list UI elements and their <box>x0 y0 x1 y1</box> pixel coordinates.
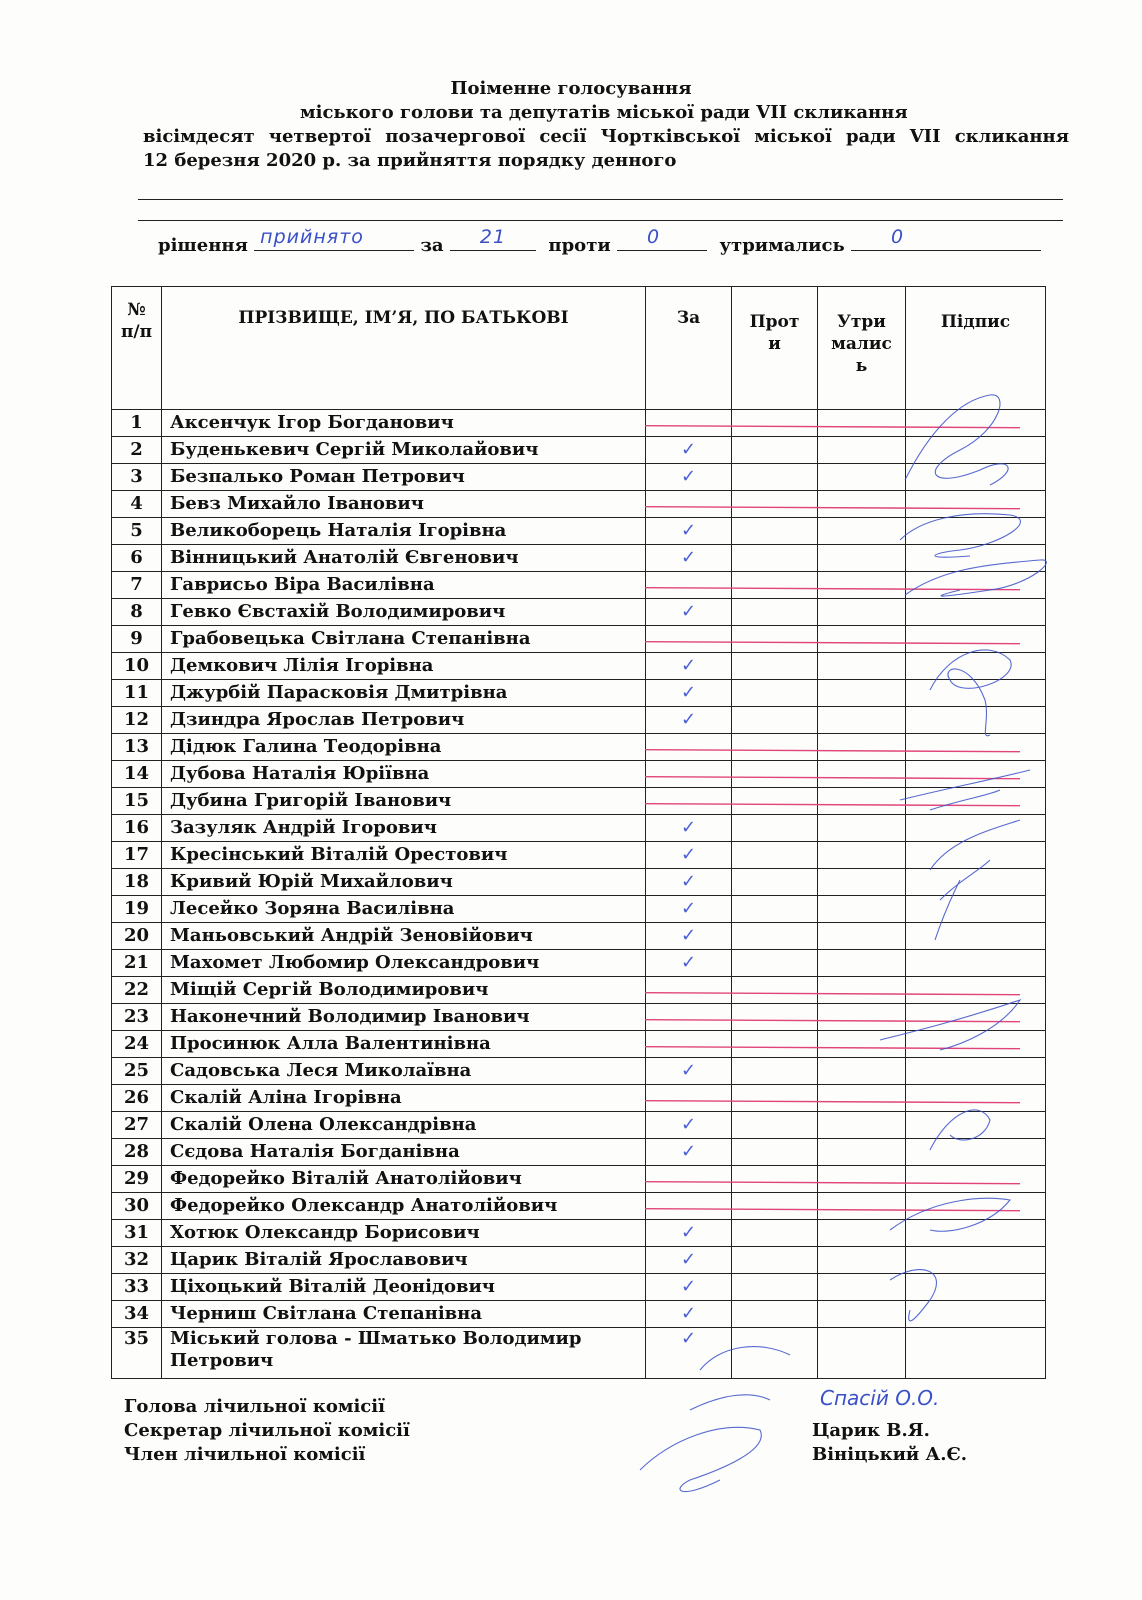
vote-against-cell <box>732 1220 818 1247</box>
table-row <box>112 653 1046 680</box>
vote-abstained-cell <box>818 923 906 950</box>
signature-cell <box>906 950 1046 977</box>
row-number: 7 <box>112 572 162 599</box>
table-body <box>112 410 1046 1379</box>
table-row <box>112 491 1046 518</box>
col-abstained-header: Утри малис ь <box>818 287 906 410</box>
deputy-name: Федорейко Віталій Анатолійович <box>162 1166 646 1193</box>
table-row <box>112 869 1046 896</box>
vote-for-mark: ✓ <box>646 680 732 707</box>
vote-against-cell <box>732 1328 818 1379</box>
signature-cell <box>906 1166 1046 1193</box>
table-row <box>112 761 1046 788</box>
signature-cell <box>906 1301 1046 1328</box>
vote-abstained-cell <box>818 599 906 626</box>
signature-cell <box>906 977 1046 1004</box>
table-row <box>112 815 1046 842</box>
vote-against-cell <box>732 707 818 734</box>
row-number: 33 <box>112 1274 162 1301</box>
vote-abstained-cell <box>818 707 906 734</box>
row-number: 30 <box>112 1193 162 1220</box>
deputy-name: Махомет Любомир Олександрович <box>162 950 646 977</box>
decision-handwritten: прийнято <box>260 226 364 248</box>
deputy-name: Зазуляк Андрій Ігорович <box>162 815 646 842</box>
commission-member-name: Вініцький А.Є. <box>812 1444 968 1465</box>
table-row <box>112 707 1046 734</box>
vote-for-mark: ✓ <box>646 869 732 896</box>
decision-label: рішення <box>158 235 248 256</box>
signature-cell <box>906 572 1046 599</box>
deputy-name: Аксенчук Ігор Богданович <box>162 410 646 437</box>
vote-abstained-cell <box>818 518 906 545</box>
row-number: 24 <box>112 1031 162 1058</box>
vote-against-cell <box>732 1274 818 1301</box>
row-number: 17 <box>112 842 162 869</box>
deputy-name: Лесейко Зоряна Василівна <box>162 896 646 923</box>
row-number: 12 <box>112 707 162 734</box>
agenda-line: 12 березня 2020 р. за прийняття порядку денного <box>143 150 677 171</box>
session-word: вісімдесят <box>143 126 255 147</box>
vote-abstained-cell <box>818 1274 906 1301</box>
commission-names <box>812 1419 967 1467</box>
deputy-name: Буденькевич Сергій Миколайович <box>162 437 646 464</box>
vote-abstained-cell <box>818 437 906 464</box>
vote-for-mark: ✓ <box>646 1247 732 1274</box>
row-number: 16 <box>112 815 162 842</box>
signature-cell <box>906 1139 1046 1166</box>
vote-for-mark <box>646 788 732 815</box>
vote-abstained-cell <box>818 572 906 599</box>
table-row <box>112 1301 1046 1328</box>
signature-cell <box>906 599 1046 626</box>
vote-abstained-cell <box>818 761 906 788</box>
deputy-name: Гевко Євстахій Володимирович <box>162 599 646 626</box>
deputy-name: Садовська Леся Миколаївна <box>162 1058 646 1085</box>
document-title: Поіменне голосування <box>450 78 692 99</box>
deputy-name: Просинюк Алла Валентинівна <box>162 1031 646 1058</box>
vote-abstained-cell <box>818 788 906 815</box>
against-field <box>617 226 707 251</box>
vote-for-mark <box>646 626 732 653</box>
signature-cell <box>906 842 1046 869</box>
vote-against-cell <box>732 1139 818 1166</box>
vote-abstained-cell <box>818 1085 906 1112</box>
vote-against-cell <box>732 923 818 950</box>
vote-against-cell <box>732 1058 818 1085</box>
col-against-header: Прот и <box>732 287 818 410</box>
divider <box>138 220 1063 221</box>
vote-abstained-cell <box>818 1031 906 1058</box>
vote-for-mark <box>646 1193 732 1220</box>
session-word: ради <box>845 126 896 147</box>
vote-abstained-cell <box>818 1112 906 1139</box>
signature-cell <box>906 1328 1046 1379</box>
vote-abstained-cell <box>818 1328 906 1379</box>
signature-cell <box>906 680 1046 707</box>
deputy-name: Дзиндра Ярослав Петрович <box>162 707 646 734</box>
vote-for-mark <box>646 1085 732 1112</box>
for-label: за <box>420 235 444 256</box>
vote-abstained-cell <box>818 653 906 680</box>
deputy-name: Царик Віталій Ярославович <box>162 1247 646 1274</box>
signature-cell <box>906 707 1046 734</box>
deputy-name: Черниш Світлана Степанівна <box>162 1301 646 1328</box>
signature-cell <box>906 626 1046 653</box>
table-row <box>112 1139 1046 1166</box>
commission-secretary-label: Секретар лічильної комісії <box>124 1420 410 1441</box>
row-number: 25 <box>112 1058 162 1085</box>
deputy-name: Гаврисьо Віра Василівна <box>162 572 646 599</box>
deputy-name: Демкович Лілія Ігорівна <box>162 653 646 680</box>
vote-abstained-cell <box>818 1166 906 1193</box>
vote-for-mark <box>646 734 732 761</box>
table-row <box>112 518 1046 545</box>
signature-cell <box>906 653 1046 680</box>
vote-against-cell <box>732 1085 818 1112</box>
vote-for-mark: ✓ <box>646 1220 732 1247</box>
row-number: 29 <box>112 1166 162 1193</box>
vote-for-mark <box>646 410 732 437</box>
signature-cell <box>906 734 1046 761</box>
vote-against-cell <box>732 896 818 923</box>
vote-against-cell <box>732 761 818 788</box>
row-number: 4 <box>112 491 162 518</box>
deputy-name: Скалій Аліна Ігорівна <box>162 1085 646 1112</box>
vote-against-cell <box>732 491 818 518</box>
deputy-name: Скалій Олена Олександрівна <box>162 1112 646 1139</box>
decision-summary <box>158 226 1041 256</box>
table-row <box>112 437 1046 464</box>
abstained-count-handwritten: 0 <box>890 226 905 248</box>
vote-for-mark <box>646 1004 732 1031</box>
table-row <box>112 842 1046 869</box>
signature-cell <box>906 923 1046 950</box>
table-row <box>112 410 1046 437</box>
vote-abstained-cell <box>818 491 906 518</box>
table-row <box>112 1274 1046 1301</box>
vote-for-mark: ✓ <box>646 815 732 842</box>
row-number: 13 <box>112 734 162 761</box>
signature-cell <box>906 518 1046 545</box>
vote-for-mark: ✓ <box>646 842 732 869</box>
row-number: 23 <box>112 1004 162 1031</box>
vote-against-cell <box>732 869 818 896</box>
row-number: 31 <box>112 1220 162 1247</box>
vote-abstained-cell <box>818 977 906 1004</box>
commission-chair-name-handwritten: Спасій О.О. <box>820 1386 940 1410</box>
vote-abstained-cell <box>818 680 906 707</box>
deputy-name: Бевз Михайло Іванович <box>162 491 646 518</box>
row-number: 27 <box>112 1112 162 1139</box>
vote-against-cell <box>732 464 818 491</box>
table-row <box>112 680 1046 707</box>
abstained-label: утримались <box>719 235 845 256</box>
signature-cell <box>906 464 1046 491</box>
deputy-name: Ціхоцький Віталій Деонідович <box>162 1274 646 1301</box>
table-row <box>112 788 1046 815</box>
vote-against-cell <box>732 977 818 1004</box>
deputy-name: Міський голова - Шматько Володимир Петрович <box>162 1328 646 1379</box>
row-number: 11 <box>112 680 162 707</box>
row-number: 9 <box>112 626 162 653</box>
col-number-header: № п/п <box>112 287 162 410</box>
table-row <box>112 1247 1046 1274</box>
vote-abstained-cell <box>818 1193 906 1220</box>
col-name-header: ПРІЗВИЩЕ, ІМ’Я, ПО БАТЬКОВІ <box>162 287 646 410</box>
vote-for-mark <box>646 761 732 788</box>
vote-for-mark <box>646 1031 732 1058</box>
signature-cell <box>906 1274 1046 1301</box>
table-row <box>112 923 1046 950</box>
vote-abstained-cell <box>818 464 906 491</box>
deputy-name: Хотюк Олександр Борисович <box>162 1220 646 1247</box>
vote-against-cell <box>732 788 818 815</box>
signature-cell <box>906 869 1046 896</box>
signature-cell <box>906 761 1046 788</box>
signature-cell <box>906 788 1046 815</box>
vote-for-mark <box>646 491 732 518</box>
row-number: 8 <box>112 599 162 626</box>
table-row <box>112 950 1046 977</box>
vote-for-mark <box>646 977 732 1004</box>
vote-for-mark: ✓ <box>646 707 732 734</box>
vote-against-cell <box>732 518 818 545</box>
table-row <box>112 1058 1046 1085</box>
deputy-name: Федорейко Олександр Анатолійович <box>162 1193 646 1220</box>
vote-abstained-cell <box>818 545 906 572</box>
vote-against-cell <box>732 842 818 869</box>
session-word: скликання <box>954 126 1069 147</box>
vote-abstained-cell <box>818 1301 906 1328</box>
table-row <box>112 977 1046 1004</box>
row-number: 5 <box>112 518 162 545</box>
vote-for-mark: ✓ <box>646 1274 732 1301</box>
vote-for-mark <box>646 1166 732 1193</box>
vote-abstained-cell <box>818 815 906 842</box>
table-row <box>112 1220 1046 1247</box>
row-number: 35 <box>112 1328 162 1379</box>
deputy-name: Кривий Юрій Михайлович <box>162 869 646 896</box>
for-count-handwritten: 21 <box>479 226 507 248</box>
against-count-handwritten: 0 <box>646 226 661 248</box>
vote-against-cell <box>732 1031 818 1058</box>
commission-secretary-name: Царик В.Я. <box>812 1420 930 1441</box>
vote-for-mark <box>646 572 732 599</box>
signature-cell <box>906 545 1046 572</box>
signature-cell <box>906 896 1046 923</box>
vote-against-cell <box>732 1112 818 1139</box>
vote-against-cell <box>732 1004 818 1031</box>
signature-cell <box>906 1112 1046 1139</box>
signature-cell <box>906 1058 1046 1085</box>
row-number: 20 <box>112 923 162 950</box>
vote-against-cell <box>732 1247 818 1274</box>
document-subtitle: міського голови та депутатів міської ради VII скликання <box>300 102 908 123</box>
row-number: 19 <box>112 896 162 923</box>
row-number: 32 <box>112 1247 162 1274</box>
roll-call-table <box>111 286 1046 1379</box>
row-number: 10 <box>112 653 162 680</box>
vote-against-cell <box>732 410 818 437</box>
vote-against-cell <box>732 653 818 680</box>
row-number: 3 <box>112 464 162 491</box>
row-number: 21 <box>112 950 162 977</box>
vote-abstained-cell <box>818 626 906 653</box>
signature-cell <box>906 1085 1046 1112</box>
deputy-name: Дідюк Галина Теодорівна <box>162 734 646 761</box>
vote-for-mark: ✓ <box>646 950 732 977</box>
col-for-header: За <box>646 287 732 410</box>
vote-for-mark: ✓ <box>646 896 732 923</box>
vote-for-mark: ✓ <box>646 545 732 572</box>
signature-cell <box>906 1193 1046 1220</box>
vote-abstained-cell <box>818 869 906 896</box>
session-word: Чортківської <box>600 126 741 147</box>
commission-member-label: Член лічильної комісії <box>124 1444 366 1465</box>
commission-chair-label: Голова лічильної комісії <box>124 1396 385 1417</box>
vote-for-mark: ✓ <box>646 1301 732 1328</box>
vote-for-mark: ✓ <box>646 1112 732 1139</box>
session-word: міської <box>754 126 832 147</box>
vote-against-cell <box>732 626 818 653</box>
table-row <box>112 464 1046 491</box>
session-word: позачергової <box>385 126 526 147</box>
vote-against-cell <box>732 1166 818 1193</box>
table-row <box>112 734 1046 761</box>
signature-cell <box>906 437 1046 464</box>
deputy-name: Грабовецька Світлана Степанівна <box>162 626 646 653</box>
vote-against-cell <box>732 437 818 464</box>
for-field <box>450 226 536 251</box>
signature-cell <box>906 815 1046 842</box>
vote-against-cell <box>732 572 818 599</box>
table-row <box>112 1328 1046 1379</box>
vote-abstained-cell <box>818 950 906 977</box>
vote-for-mark: ✓ <box>646 653 732 680</box>
vote-against-cell <box>732 1301 818 1328</box>
deputy-name: Джурбій Парасковія Дмитрівна <box>162 680 646 707</box>
vote-for-mark: ✓ <box>646 1058 732 1085</box>
counting-commission <box>124 1395 410 1467</box>
vote-against-cell <box>732 599 818 626</box>
vote-against-cell <box>732 734 818 761</box>
row-number: 26 <box>112 1085 162 1112</box>
vote-abstained-cell <box>818 1247 906 1274</box>
vote-abstained-cell <box>818 896 906 923</box>
decision-field <box>254 226 414 251</box>
abstained-field <box>851 226 1041 251</box>
row-number: 2 <box>112 437 162 464</box>
session-word: VII <box>909 126 941 147</box>
table-row <box>112 545 1046 572</box>
row-number: 22 <box>112 977 162 1004</box>
signature-cell <box>906 1247 1046 1274</box>
table-row <box>112 896 1046 923</box>
deputy-name: Вінницький Анатолій Євгенович <box>162 545 646 572</box>
vote-abstained-cell <box>818 410 906 437</box>
table-row <box>112 1004 1046 1031</box>
vote-abstained-cell <box>818 734 906 761</box>
session-line <box>143 126 1069 148</box>
vote-against-cell <box>732 815 818 842</box>
vote-for-mark: ✓ <box>646 1139 732 1166</box>
vote-abstained-cell <box>818 1139 906 1166</box>
vote-abstained-cell <box>818 1220 906 1247</box>
col-signature-header: Підпис <box>906 287 1046 410</box>
signature-cell <box>906 1031 1046 1058</box>
vote-against-cell <box>732 1193 818 1220</box>
vote-abstained-cell <box>818 842 906 869</box>
table-row <box>112 1031 1046 1058</box>
deputy-name: Безпалько Роман Петрович <box>162 464 646 491</box>
row-number: 28 <box>112 1139 162 1166</box>
vote-for-mark: ✓ <box>646 437 732 464</box>
session-word: четвертої <box>268 126 372 147</box>
deputy-name: Великоборець Наталія Ігорівна <box>162 518 646 545</box>
divider <box>138 199 1063 200</box>
table-row <box>112 1166 1046 1193</box>
row-number: 6 <box>112 545 162 572</box>
table-header-row <box>112 287 1046 410</box>
vote-for-mark: ✓ <box>646 518 732 545</box>
vote-abstained-cell <box>818 1058 906 1085</box>
vote-for-mark: ✓ <box>646 464 732 491</box>
table-row <box>112 599 1046 626</box>
session-word: сесії <box>539 126 587 147</box>
vote-for-mark: ✓ <box>646 599 732 626</box>
table-row <box>112 626 1046 653</box>
vote-against-cell <box>732 545 818 572</box>
vote-against-cell <box>732 680 818 707</box>
table-row <box>112 1112 1046 1139</box>
row-number: 34 <box>112 1301 162 1328</box>
deputy-name: Дубина Григорій Іванович <box>162 788 646 815</box>
table-row <box>112 1193 1046 1220</box>
row-number: 14 <box>112 761 162 788</box>
deputy-name: Наконечний Володимир Іванович <box>162 1004 646 1031</box>
deputy-name: Маньовський Андрій Зеновійович <box>162 923 646 950</box>
deputy-name: Дубова Наталія Юріївна <box>162 761 646 788</box>
table-row <box>112 572 1046 599</box>
vote-for-mark: ✓ <box>646 923 732 950</box>
signature-cell <box>906 491 1046 518</box>
row-number: 1 <box>112 410 162 437</box>
against-label: проти <box>548 235 611 256</box>
deputy-name: Кресінський Віталій Орестович <box>162 842 646 869</box>
table-row <box>112 1085 1046 1112</box>
signature-cell <box>906 410 1046 437</box>
row-number: 18 <box>112 869 162 896</box>
deputy-name: Міщій Сергій Володимирович <box>162 977 646 1004</box>
signature-cell <box>906 1004 1046 1031</box>
vote-abstained-cell <box>818 1004 906 1031</box>
deputy-name: Сєдова Наталія Богданівна <box>162 1139 646 1166</box>
vote-for-mark: ✓ <box>646 1328 732 1379</box>
vote-against-cell <box>732 950 818 977</box>
signature-cell <box>906 1220 1046 1247</box>
row-number: 15 <box>112 788 162 815</box>
